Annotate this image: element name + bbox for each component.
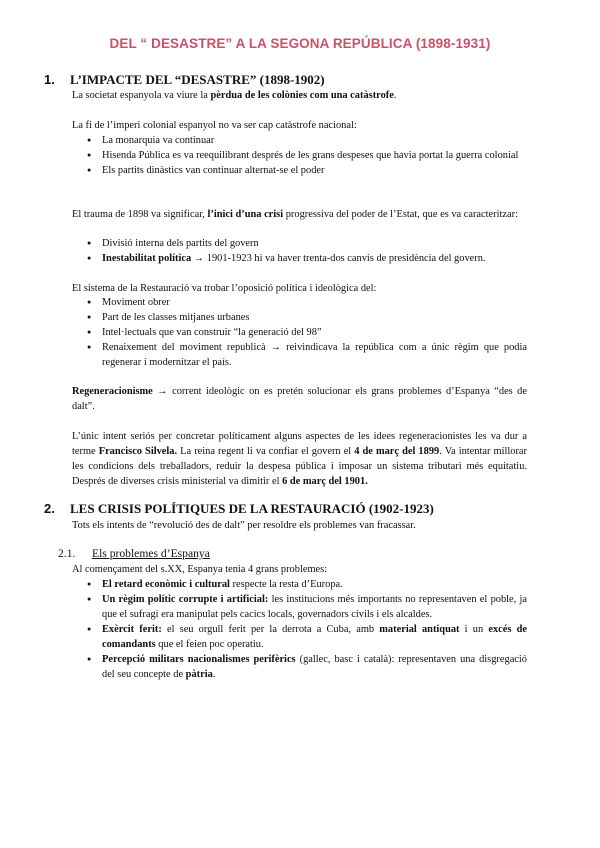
- list-item: ● Intel·lectuals que van construir “la generació del 98”: [72, 325, 527, 340]
- document-title: DEL “ DESASTRE” A LA SEGONA REPÚBLICA (1898-1931): [109, 36, 491, 51]
- emphasis: pèrdua de les colònies com una catàstrofe: [210, 90, 394, 101]
- list-item: ● La monarquia va continuar: [72, 133, 527, 148]
- list-item: ● Part de les classes mitjanes urbanes: [72, 310, 527, 325]
- list-item: ● Hisenda Pública es va reequilibrant després de les grans despeses que havia portat la guerra colonial: [72, 148, 527, 163]
- bullet-list: [72, 577, 527, 682]
- subsection-number: 2.1.: [58, 547, 76, 560]
- bullet-list: [72, 295, 527, 370]
- section-title: LES CRISIS POLÍTIQUES DE LA RESTAURACIÓ (1902-1923): [70, 501, 434, 516]
- paragraph: Al començament del s.XX, Espanya tenia 4 grans problemes:: [72, 564, 328, 575]
- list-item: ● Exèrcit ferit: el seu orgull ferit per la derrota a Cuba, amb material antiquat i un excés de comandants que el feien poc operatiu.: [72, 622, 527, 652]
- list-item: ● Renaixement del moviment republicà → reivindicava la república com a únic règim que podia regenerar i modernitzar el país.: [72, 340, 527, 370]
- paragraph: Regeneracionisme → corrent ideològic on es pretén solucionar els grans problemes d’Espanya “des de dalt”.: [72, 386, 527, 412]
- emphasis: Regeneracionisme: [72, 386, 153, 397]
- section-number: 2.: [44, 501, 55, 516]
- section-2-heading: [44, 501, 434, 517]
- subsection-heading: [58, 547, 210, 560]
- section-1-heading: [44, 72, 325, 88]
- list-item: ● Els partits dinàstics van continuar alternat-se el poder: [72, 163, 527, 178]
- list-item: ● Divisió interna dels partits del govern: [72, 236, 527, 251]
- list-item: ● Un règim polític corrupte i artificial: les institucions més importants no representaven el poble, ja que el sufragi era manipulat pels cacics locals, governadors civils i els alcaldes.: [72, 592, 527, 622]
- section-title: L’IMPACTE DEL “DESASTRE” (1898-1902): [70, 72, 325, 87]
- subsection-title: Els problemes d’Espanya: [92, 547, 210, 560]
- list-item: ● Inestabilitat política → 1901-1923 hi va haver trenta-dos canvis de presidència del govern.: [72, 251, 527, 266]
- section-number: 1.: [44, 72, 55, 87]
- list-item: ● Moviment obrer: [72, 295, 527, 310]
- paragraph: El sistema de la Restauració va trobar l’oposició política i ideològica del:: [72, 283, 377, 294]
- bullet-list: [72, 236, 527, 266]
- paragraph: La societat espanyola va viure la pèrdua de les colònies com una catàstrofe.: [72, 90, 397, 101]
- list-item: ● Percepció militars nacionalismes perifèrics (gallec, basc i català): representaven una disgregació del seu concepte de pàtria.: [72, 652, 527, 682]
- paragraph: El trauma de 1898 va significar, l’inici d’una crisi progressiva del poder de l’Estat, que es va caracteritzar:: [72, 209, 518, 220]
- bullet-list: [72, 133, 527, 178]
- list-item: ● El retard econòmic i cultural respecte la resta d’Europa.: [72, 577, 527, 592]
- paragraph: L’únic intent seriós per concretar políticament alguns aspectes de les idees regeneracionistes les va dur a terme Francisco Silvela. La reina regent li va confiar el govern el 4 de març del 1899. Va intentar millorar les condicions dels treballadors, reduir la despesa pública i imposar un sistema tributari més equitatiu. Després de diverses crisis ministerial va dimitir el 6 de març del 1901.: [72, 431, 527, 487]
- paragraph: Tots els intents de “revolució des de dalt” per resoldre els problemes van fracassar.: [72, 520, 416, 531]
- emphasis: l’inici d’una crisi: [207, 209, 284, 220]
- paragraph: La fi de l’imperi colonial espanyol no va ser cap catàstrofe nacional:: [72, 120, 357, 131]
